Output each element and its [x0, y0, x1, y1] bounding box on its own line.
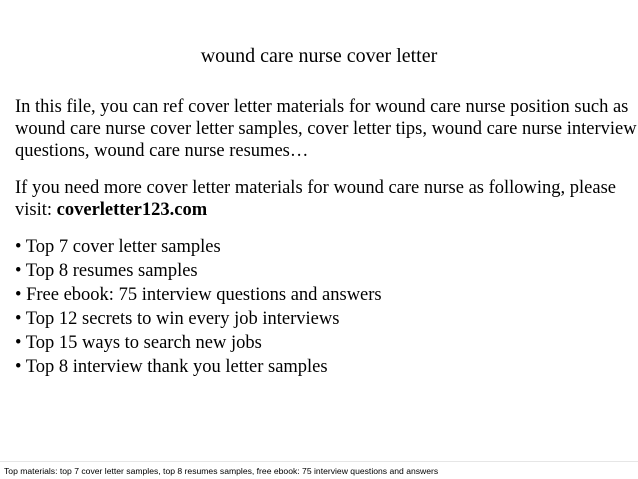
- intro-line: wound care nurse cover letter samples, cover letter tips, wound care nurse interview: [15, 119, 637, 139]
- more-line: If you need more cover letter materials for wound care nurse as following, please: [15, 178, 617, 198]
- intro-paragraph: [15, 96, 637, 162]
- site-link[interactable]: coverletter123.com: [56, 200, 208, 220]
- more-paragraph: [15, 177, 627, 221]
- list-item: • Top 7 cover letter samples: [15, 237, 221, 257]
- intro-line: questions, wound care nurse resumes…: [15, 141, 309, 161]
- materials-list: [15, 235, 627, 379]
- visit-label: visit:: [15, 200, 57, 220]
- list-item: • Top 12 secrets to win every job interviews: [15, 309, 340, 329]
- visit-line: [15, 199, 627, 221]
- page-title: wound care nurse cover letter: [200, 45, 438, 67]
- footer-bar: Top materials: top 7 cover letter samples, top 8 resumes samples, free ebook: 75 interview questions and answers: [0, 461, 638, 479]
- list-item: • Top 8 resumes samples: [15, 261, 198, 281]
- intro-line: In this file, you can ref cover letter materials for wound care nurse position such as: [15, 97, 629, 117]
- list-item: • Top 15 ways to search new jobs: [15, 333, 262, 353]
- slide-body: [15, 96, 637, 379]
- list-item: • Free ebook: 75 interview questions and answers: [15, 285, 382, 305]
- list-item: • Top 8 interview thank you letter samples: [15, 357, 328, 377]
